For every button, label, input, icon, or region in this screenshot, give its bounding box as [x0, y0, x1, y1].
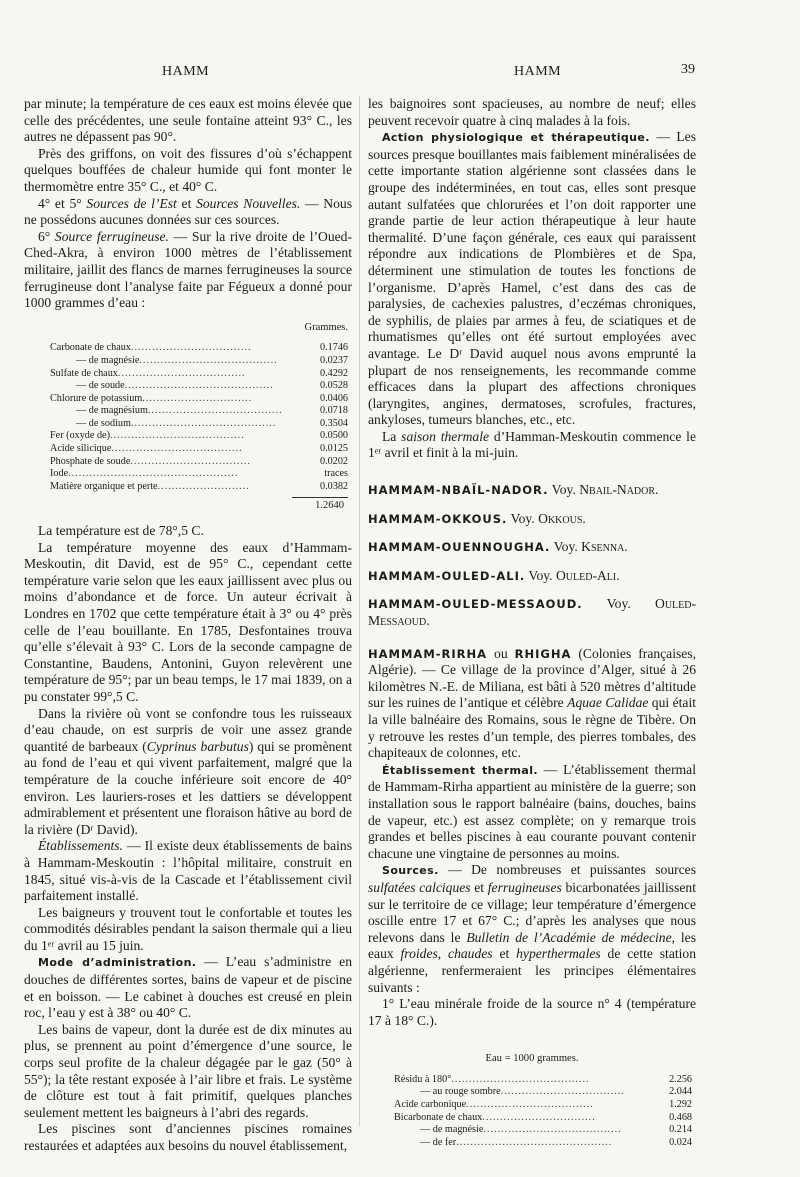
leader-dots: ......................................: [109, 430, 245, 442]
row-label: Acide carbonique: [394, 1099, 467, 1111]
table-row: [368, 1124, 696, 1137]
table-row: [24, 393, 352, 406]
paragraph: par minute; la température de ces eaux est moins élevée que celle des précédentes, une seule fontaine atteint 93° C., les autres ne dépassent pas 90°.: [24, 96, 352, 145]
table-row: [24, 418, 352, 431]
row-label: — de sodium: [76, 417, 131, 429]
row-value: 0.024: [669, 1136, 692, 1148]
paragraph: Établissements. — Il existe deux établissements de bains à Hammam-Meskoutin : l’hôpital militaire, construit en 1845, situé vis-à-vis de la Cascade et l’établissement civil parfaitement installé.: [24, 838, 352, 904]
paragraph: Dans la rivière où vont se confondre tous les ruisseaux d’eau chaude, on est surpris de voir une assez grande quantité de barbeaux (Cyprinus barbutus) qui se promènent au fond de l’eau et qui vivent parfaitement, malgré que la température de la couche inférieure soit encore de 40° environ. Les lauriers-roses et les dattiers se développent admirablement et présentent une floraison hâtive au bord de la rivière (Dʳ David).: [24, 705, 353, 837]
table-total: 1.2640: [292, 497, 348, 515]
row-value: 0.0382: [319, 480, 348, 492]
row-value: 0.1746: [319, 342, 348, 354]
table-row: [24, 342, 352, 355]
table-row: [368, 1112, 696, 1125]
table-row: [368, 1137, 696, 1150]
leader-dots: .......................................: [139, 354, 278, 366]
paragraph: les baignoires sont spacieuses, au nombre de neuf; elles peuvent recevoir quatre à cinq malades à la fois.: [368, 96, 696, 128]
paragraph: Les baigneurs y trouvent tout le confortable et toutes les commodités désirables pendant la saison thermale qui a lieu du 1ᵉʳ avril au 15 juin.: [24, 904, 352, 953]
paragraph: La saison thermale d’Hamman-Meskoutin commence le 1ᵉʳ avril et finit à la mi-juin.: [368, 428, 696, 461]
leader-dots: ..........................: [157, 480, 250, 492]
row-value: traces: [324, 468, 348, 480]
table-row: [24, 443, 352, 456]
paragraph: Action physiologique et thérapeutique. — Les sources presque bouillantes mais faiblement minéralisées de cette importante station algérienne sont classées dans le groupe des indéterminées, en tout cas, elles sont presque autant sulfatées que chlorurées et l’on doit rapporter une grande partie de leur action thérapeutique à leur haute thermalité. D’une façon générale, ces eaux qui paraissent répondre aux indications de Plombières et de Spa, déterminent une stimulation de toutes les fonctions de l’organisme. D’après Hamel, c’est dans des cas de paralysies, de cachexies palustres, d’eczémas chroniques, de syphilis, de plaies par armes à feu, de sciatiques et de rhumatismes qu’elles ont été surtout employées avec avantage. Le Dʳ David auquel nous avons emprunté la plupart de nos renseignements, les recommande comme efficaces dans la plupart des affections chroniques (laryngites, angines, dermatoses, scrofules, fractures, ankyloses, tumeurs blanches, etc., etc.: [368, 129, 696, 428]
row-value: 0.0500: [319, 430, 348, 442]
column-divider: [359, 96, 360, 1126]
row-label: — de fer: [420, 1136, 457, 1148]
leader-dots: ................................: [482, 1111, 596, 1123]
leader-dots: ......................................: [147, 405, 283, 417]
leader-dots: ..................................: [130, 342, 252, 354]
leader-dots: ................................................: [68, 468, 239, 480]
dictionary-entry: HAMMAM-OULED-ALI. Voy. Ouled-Ali.: [368, 567, 620, 583]
row-label: Fer (oxyde de): [50, 430, 110, 442]
paragraph: Établissement thermal. — L’établissement thermal de Hammam-Rirha appartient au ministère de la guerre; son installation sous le rapport balnéaire (bains, douches, bains de vapeur, etc.) est assez complète; on y remarque trois grandes et belles piscines à eau courante pouvant contenir chacune une vingtaine de personnes au moins.: [368, 761, 696, 861]
page-number: 39: [681, 62, 695, 77]
row-label: Acide silicique: [50, 443, 112, 455]
paragraph: 1° L’eau minérale froide de la source n° 4 (température 17 à 18° C.).: [368, 996, 696, 1028]
row-value: 0.0528: [319, 380, 348, 392]
row-label: Bicarbonate de chaux: [394, 1111, 483, 1123]
running-header-right: HAMM: [514, 64, 562, 79]
leader-dots: ....................................: [466, 1099, 594, 1111]
paragraph: Les bains de vapeur, dont la durée est de dix minutes au plus, se prennent au point d’émergence d’une source, le corps seul profite de la chaleur dégagée par le gaz (50° à 55°); la tête restant exposée à l’air libre et frais. Le système de clôture est tout à fait primitif, quelques planches seulement mettent les baigneurs à l’abri des regards.: [24, 1021, 352, 1120]
row-label: Chlorure de potassium: [50, 392, 143, 404]
row-value: 0.4292: [319, 367, 348, 379]
table-row: [24, 368, 352, 381]
table-unit: Grammes.: [304, 321, 348, 333]
leader-dots: ............................................: [456, 1136, 613, 1148]
row-value: 2.256: [669, 1073, 692, 1085]
dictionary-entry: HAMMAM-OUENNOUGHA. Voy. Ksenna.: [368, 539, 628, 555]
leader-dots: ..........................................: [124, 380, 274, 392]
row-label: Iode: [50, 468, 69, 480]
row-value: 2.044: [669, 1086, 692, 1098]
table-row: [24, 405, 352, 418]
row-value: 0.3504: [319, 417, 348, 429]
left-column: [24, 96, 352, 1155]
table-row: [368, 1099, 696, 1112]
row-value: 1.292: [669, 1099, 692, 1111]
table-row: [24, 468, 352, 481]
table-row: [368, 1086, 696, 1099]
composition-table-2: [368, 1051, 696, 1149]
leader-dots: ...............................: [142, 392, 253, 404]
leader-dots: .....................................: [111, 443, 243, 455]
dictionary-entry: HAMMAM-NBAÏL-NADOR. Voy. Nbail-Nador.: [368, 482, 659, 498]
row-label: — de magnésie: [76, 354, 140, 366]
row-label: Sulfate de chaux: [50, 367, 118, 379]
dictionary-entry: HAMMAM-OULED-MESSAOUD. Voy. Ouled-Messaoud.: [368, 596, 697, 629]
table-row: [368, 1074, 696, 1087]
paragraph: La température est de 78°,5 C.: [38, 523, 204, 539]
row-label: Phosphate de soude: [50, 455, 131, 467]
row-label: — de soude: [76, 380, 125, 392]
row-label: — au rouge sombre: [420, 1086, 501, 1098]
table-row: [24, 481, 352, 494]
leader-dots: ..................................: [130, 455, 251, 467]
row-value: 0.0125: [319, 443, 348, 455]
paragraph: Près des griffons, on voit des fissures d’où s’échappent quelques bouffées de chaleur humide qui font monter le thermomètre entre 35° C., et 40° C.: [24, 145, 352, 194]
paragraph: Mode d’administration. — L’eau s’administre en douches de différentes sortes, bains de vapeur et de piscine et en boisson. — Le cabinet à douches est creusé en plein roc, l’eau y est à 38° ou 40° C.: [24, 954, 352, 1021]
table-row: [24, 430, 352, 443]
dictionary-entry-rirha: HAMMAM-RIRHA ou RHIGHA (Colonies françaises, Algérie). — Ce village de la province d’Alger, situé à 26 kilomètres N.-E. de Miliana, est bâti à 520 mètres d’altitude sur les ruines de l’antique et célèbre Aquae Calidae qui était la ville balnéaire des Romains, sous le règne de Tibère. On y retrouve les restes d’un temple, des pierres tombales, des chapiteaux de colonnes, etc.: [368, 645, 697, 761]
running-header-left: HAMM: [162, 64, 210, 79]
leader-dots: .......................................: [451, 1073, 590, 1085]
paragraph: La température moyenne des eaux d’Hammam-Meskoutin, dit David, est de 95° C., cependant cette température varie selon que les eaux jaillissent avec plus ou moins d’abondance et de force. Un auteur écrivait à Londres en 1702 que cette température était à 3° ou 4° près celle de l’eau bouillante. En 1785, Desfontaines trouva qu’elle s’élevait à 93° C. Lors de la seconde campagne de Constantine, Baudens, Antonini, Guyon relevèrent une température de 95°; par un beau temps, le 17 mai 1839, on a pu constater 99°,5 C.: [24, 539, 352, 704]
paragraph: 6° Source ferrugineuse. — Sur la rive droite de l’Oued-Ched-Akra, à environ 1000 mètres de l’établissement militaire, jaillit des flancs de marnes ferrugineuses la source ferrugineuse dont l’analyse faite par Fégueux a donné pour 1000 grammes d’eau :: [24, 228, 352, 311]
row-value: 0.0718: [319, 405, 348, 417]
leader-dots: ...................................: [500, 1086, 625, 1098]
row-value: 0.468: [669, 1111, 692, 1123]
row-value: 0.0202: [319, 455, 348, 467]
leader-dots: .......................................: [483, 1124, 622, 1136]
row-value: 0.0237: [319, 354, 348, 366]
row-label: Matière organique et perte: [50, 480, 158, 492]
row-label: — de magnésium: [76, 405, 148, 417]
table-row: [24, 380, 352, 393]
paragraph: Les piscines sont d’anciennes piscines romaines restaurées et adaptées aux besoins du nouvel établissement,: [24, 1121, 352, 1153]
row-value: 0.0406: [319, 392, 348, 404]
leader-dots: ....................................: [117, 367, 246, 379]
row-value: 0.214: [669, 1124, 692, 1136]
right-column: [368, 96, 696, 1153]
paragraph: 4° et 5° Sources de l’Est et Sources Nouvelles. — Nous ne possédons aucunes données sur ces sources.: [24, 195, 353, 228]
table-title: Eau = 1000 grammes.: [485, 1053, 579, 1065]
dictionary-entry: HAMMAM-OKKOUS. Voy. Okkous.: [368, 510, 586, 526]
paragraph: Sources. — De nombreuses et puissantes sources sulfatées calciques et ferrugineuses bicarbonatées jaillissent sur le territoire de ce village; leur température d’émergence oscille entre 17 et 67° C.; d’après les analyses que nous relevons dans le Bulletin de l’Académie de médecine, les eaux froides, chaudes et hyperthermales de cette station algérienne, renfermeraient les principes élémentaires suivants :: [368, 862, 697, 995]
table-row: [24, 355, 352, 368]
leader-dots: .........................................: [130, 417, 277, 429]
row-label: Résidu à 180°: [394, 1073, 452, 1085]
table-row: [24, 456, 352, 469]
row-label: Carbonate de chaux: [50, 342, 131, 354]
row-label: — de magnésie: [420, 1124, 484, 1136]
composition-table-1: [24, 320, 352, 515]
